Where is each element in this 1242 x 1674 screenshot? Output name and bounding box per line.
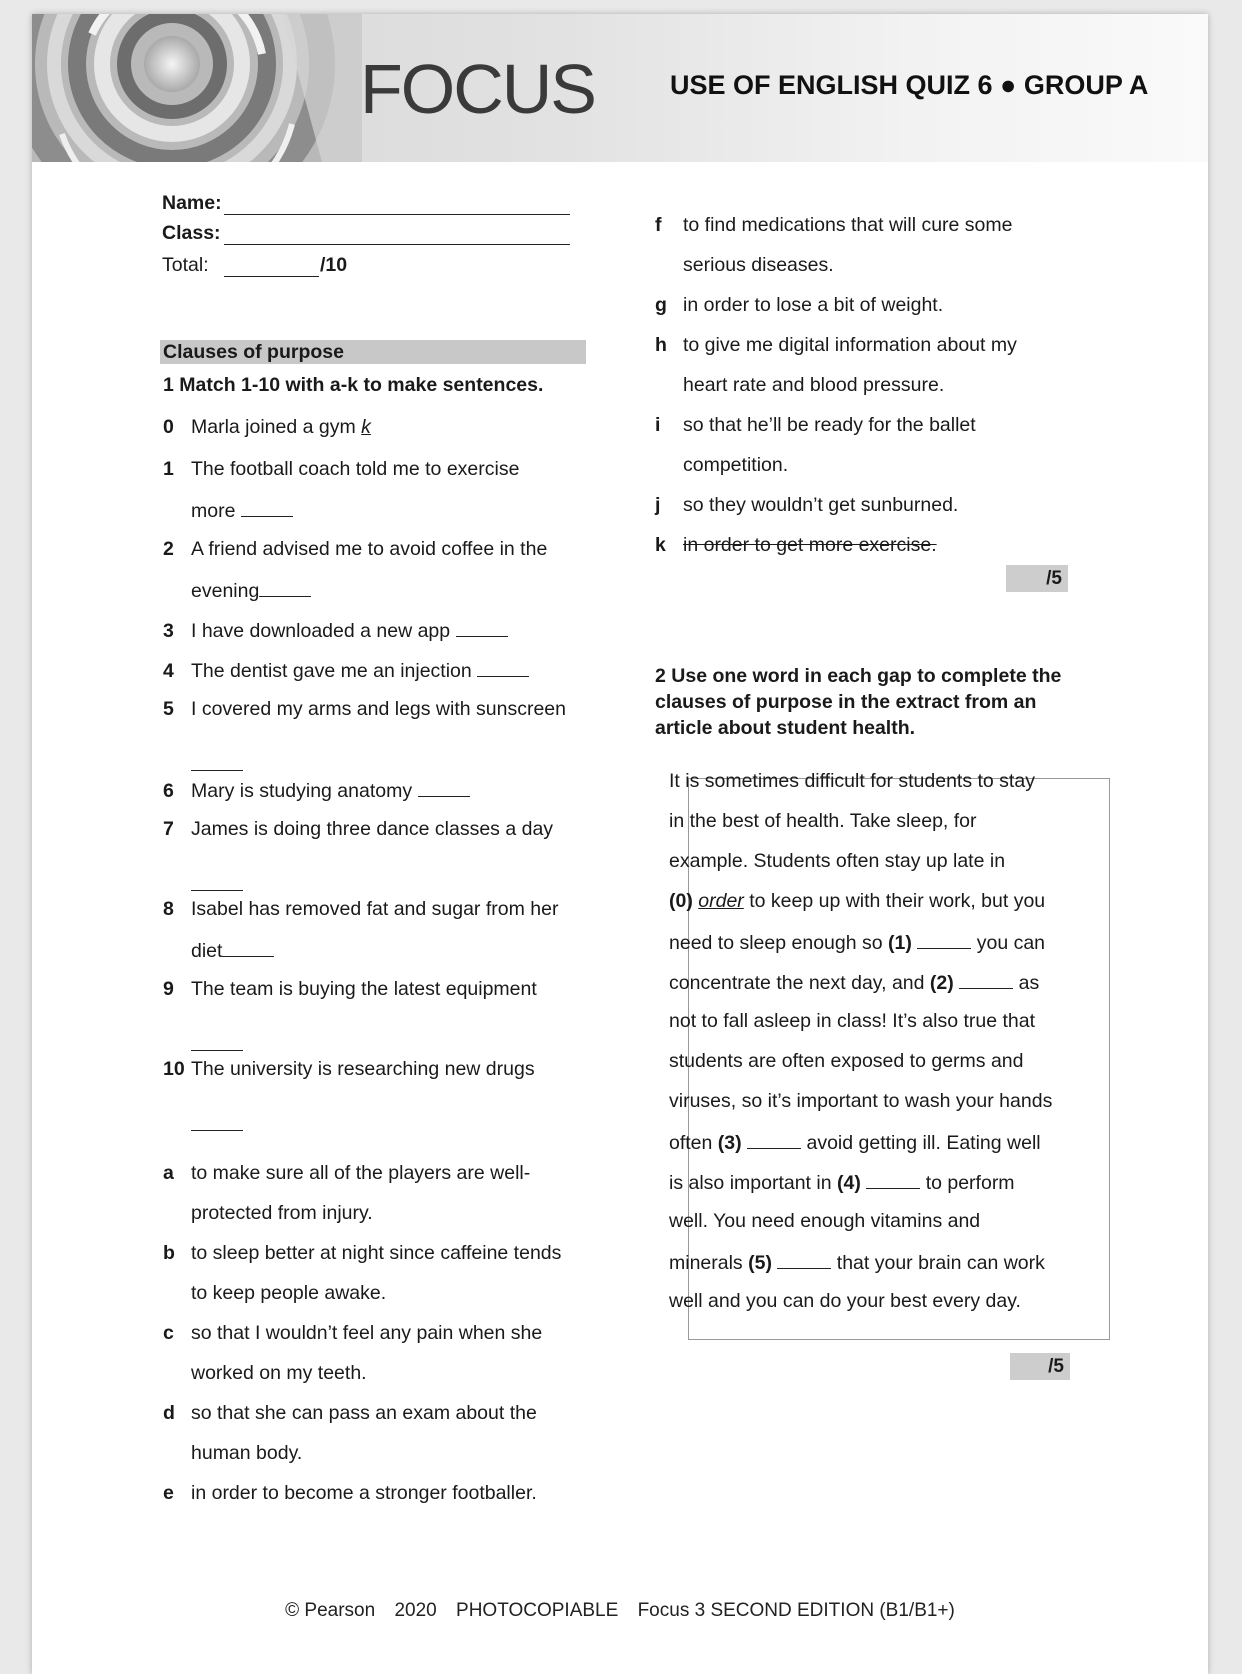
copyright-text: © Pearson <box>285 1600 376 1621</box>
extract-line: concentrate the next day, and (2) as <box>669 972 1040 994</box>
extract-line: (0) order to keep up with their work, but you <box>669 890 1046 912</box>
list-item-cont: more <box>191 498 293 523</box>
list-item-cont: evening <box>191 578 311 603</box>
list-item: 3 I have downloaded a new app <box>163 618 508 643</box>
total-label: Total: <box>162 254 209 276</box>
class-label: Class: <box>162 222 221 244</box>
example-answer: k <box>361 416 371 438</box>
header-banner <box>32 14 1208 162</box>
exercise1-score: /5 <box>1006 565 1068 592</box>
gap-blank[interactable] <box>917 930 971 949</box>
exercise1-instruction: 1 Match 1-10 with a-k to make sentences. <box>163 374 544 396</box>
item-number: 0 <box>163 416 174 438</box>
answer-blank[interactable] <box>241 498 293 517</box>
edition-label: Focus 3 SECOND EDITION (B1/B1+) <box>637 1600 955 1621</box>
answer-blank[interactable] <box>191 1032 243 1051</box>
extract-line: not to fall asleep in class! It’s also true that <box>669 1010 1036 1032</box>
option-item-cont: heart rate and blood pressure. <box>683 374 945 396</box>
total-out-of: /10 <box>320 254 348 276</box>
option-item: i so that he’ll be ready for the ballet <box>655 414 976 436</box>
gap-blank[interactable] <box>866 1170 920 1189</box>
class-field[interactable] <box>224 226 570 245</box>
option-item: j so they wouldn’t get sunburned. <box>655 494 959 516</box>
extract-line: example. Students often stay up late in <box>669 850 1006 872</box>
option-item-cont: worked on my teeth. <box>191 1362 367 1384</box>
example-answer: order <box>698 890 744 912</box>
photocopiable-label: PHOTOCOPIABLE <box>456 1600 619 1621</box>
list-item: 4 The dentist gave me an injection <box>163 658 529 683</box>
extract-line: in the best of health. Take sleep, for <box>669 810 977 832</box>
extract-line: students are often exposed to germs and <box>669 1050 1024 1072</box>
extract-line: often (3) avoid getting ill. Eating well <box>669 1132 1041 1154</box>
list-item: 2 A friend advised me to avoid coffee in the <box>163 538 548 560</box>
total-field[interactable] <box>224 258 319 277</box>
example-item <box>163 416 371 439</box>
section-title: Clauses of purpose <box>163 341 344 363</box>
list-item: 9 The team is buying the latest equipment <box>163 978 537 1000</box>
list-item-cont: diet <box>191 938 274 963</box>
answer-blank[interactable] <box>477 658 529 677</box>
item-text: Marla joined a gym <box>191 416 356 438</box>
answer-blank[interactable] <box>222 938 274 957</box>
list-item: 5 I covered my arms and legs with sunscreen <box>163 698 566 720</box>
answer-blank[interactable] <box>191 752 243 771</box>
name-label: Name: <box>162 192 222 214</box>
option-item-cont: competition. <box>683 454 789 476</box>
option-item: h to give me digital information about my <box>655 334 1017 356</box>
option-item-cont: serious diseases. <box>683 254 834 276</box>
exercise2-score: /5 <box>1010 1353 1070 1380</box>
list-item: 8 Isabel has removed fat and sugar from her <box>163 898 559 920</box>
extract-line: minerals (5) that your brain can work <box>669 1252 1045 1274</box>
extract-line: is also important in (4) to perform <box>669 1172 1015 1194</box>
exercise2-instruction: 2 Use one word in each gap to complete the <box>655 665 1062 687</box>
worksheet-page <box>32 14 1208 1674</box>
list-item: 10 The university is researching new drugs <box>163 1058 535 1080</box>
extract-line: viruses, so it’s important to wash your hands <box>669 1090 1053 1112</box>
option-item: f to find medications that will cure some <box>655 214 1013 236</box>
extract-line: It is sometimes difficult for students to stay <box>669 770 1035 792</box>
swirl-logo-graphic <box>32 14 362 162</box>
extract-line: need to sleep enough so (1) you can <box>669 932 1046 954</box>
answer-blank[interactable] <box>191 1112 243 1131</box>
extract-line: well and you can do your best every day. <box>669 1290 1021 1312</box>
option-item: a to make sure all of the players are well- <box>163 1162 531 1184</box>
gap-blank[interactable] <box>777 1250 831 1269</box>
answer-blank[interactable] <box>191 872 243 891</box>
list-item: 6 Mary is studying anatomy <box>163 778 470 803</box>
exercise2-instruction: article about student health. <box>655 717 916 739</box>
option-item: d so that she can pass an exam about the <box>163 1402 537 1424</box>
footer-year: 2020 <box>394 1600 437 1621</box>
gap-blank[interactable] <box>959 970 1013 989</box>
page-footer <box>32 1600 1208 1622</box>
option-item-cont: protected from injury. <box>191 1202 373 1224</box>
option-item-used: k in order to get more exercise. <box>655 534 937 556</box>
gap-blank[interactable] <box>747 1130 801 1149</box>
focus-brand-logo: FOCUS <box>360 50 595 128</box>
option-item: e in order to become a stronger footballer. <box>163 1482 537 1504</box>
exercise2-instruction: clauses of purpose in the extract from an <box>655 691 1037 713</box>
answer-blank[interactable] <box>259 578 311 597</box>
list-item: 1 The football coach told me to exercise <box>163 458 520 480</box>
name-field[interactable] <box>224 196 570 215</box>
option-item: g in order to lose a bit of weight. <box>655 294 944 316</box>
option-item: b to sleep better at night since caffeine tends <box>163 1242 562 1264</box>
list-item: 7 James is doing three dance classes a day <box>163 818 554 840</box>
extract-line: well. You need enough vitamins and <box>669 1210 981 1232</box>
quiz-title: USE OF ENGLISH QUIZ 6 ● GROUP A <box>670 70 1149 100</box>
option-item: c so that I wouldn’t feel any pain when she <box>163 1322 543 1344</box>
option-item-cont: human body. <box>191 1442 303 1464</box>
answer-blank[interactable] <box>456 618 508 637</box>
answer-blank[interactable] <box>418 778 470 797</box>
option-item-cont: to keep people awake. <box>191 1282 387 1304</box>
